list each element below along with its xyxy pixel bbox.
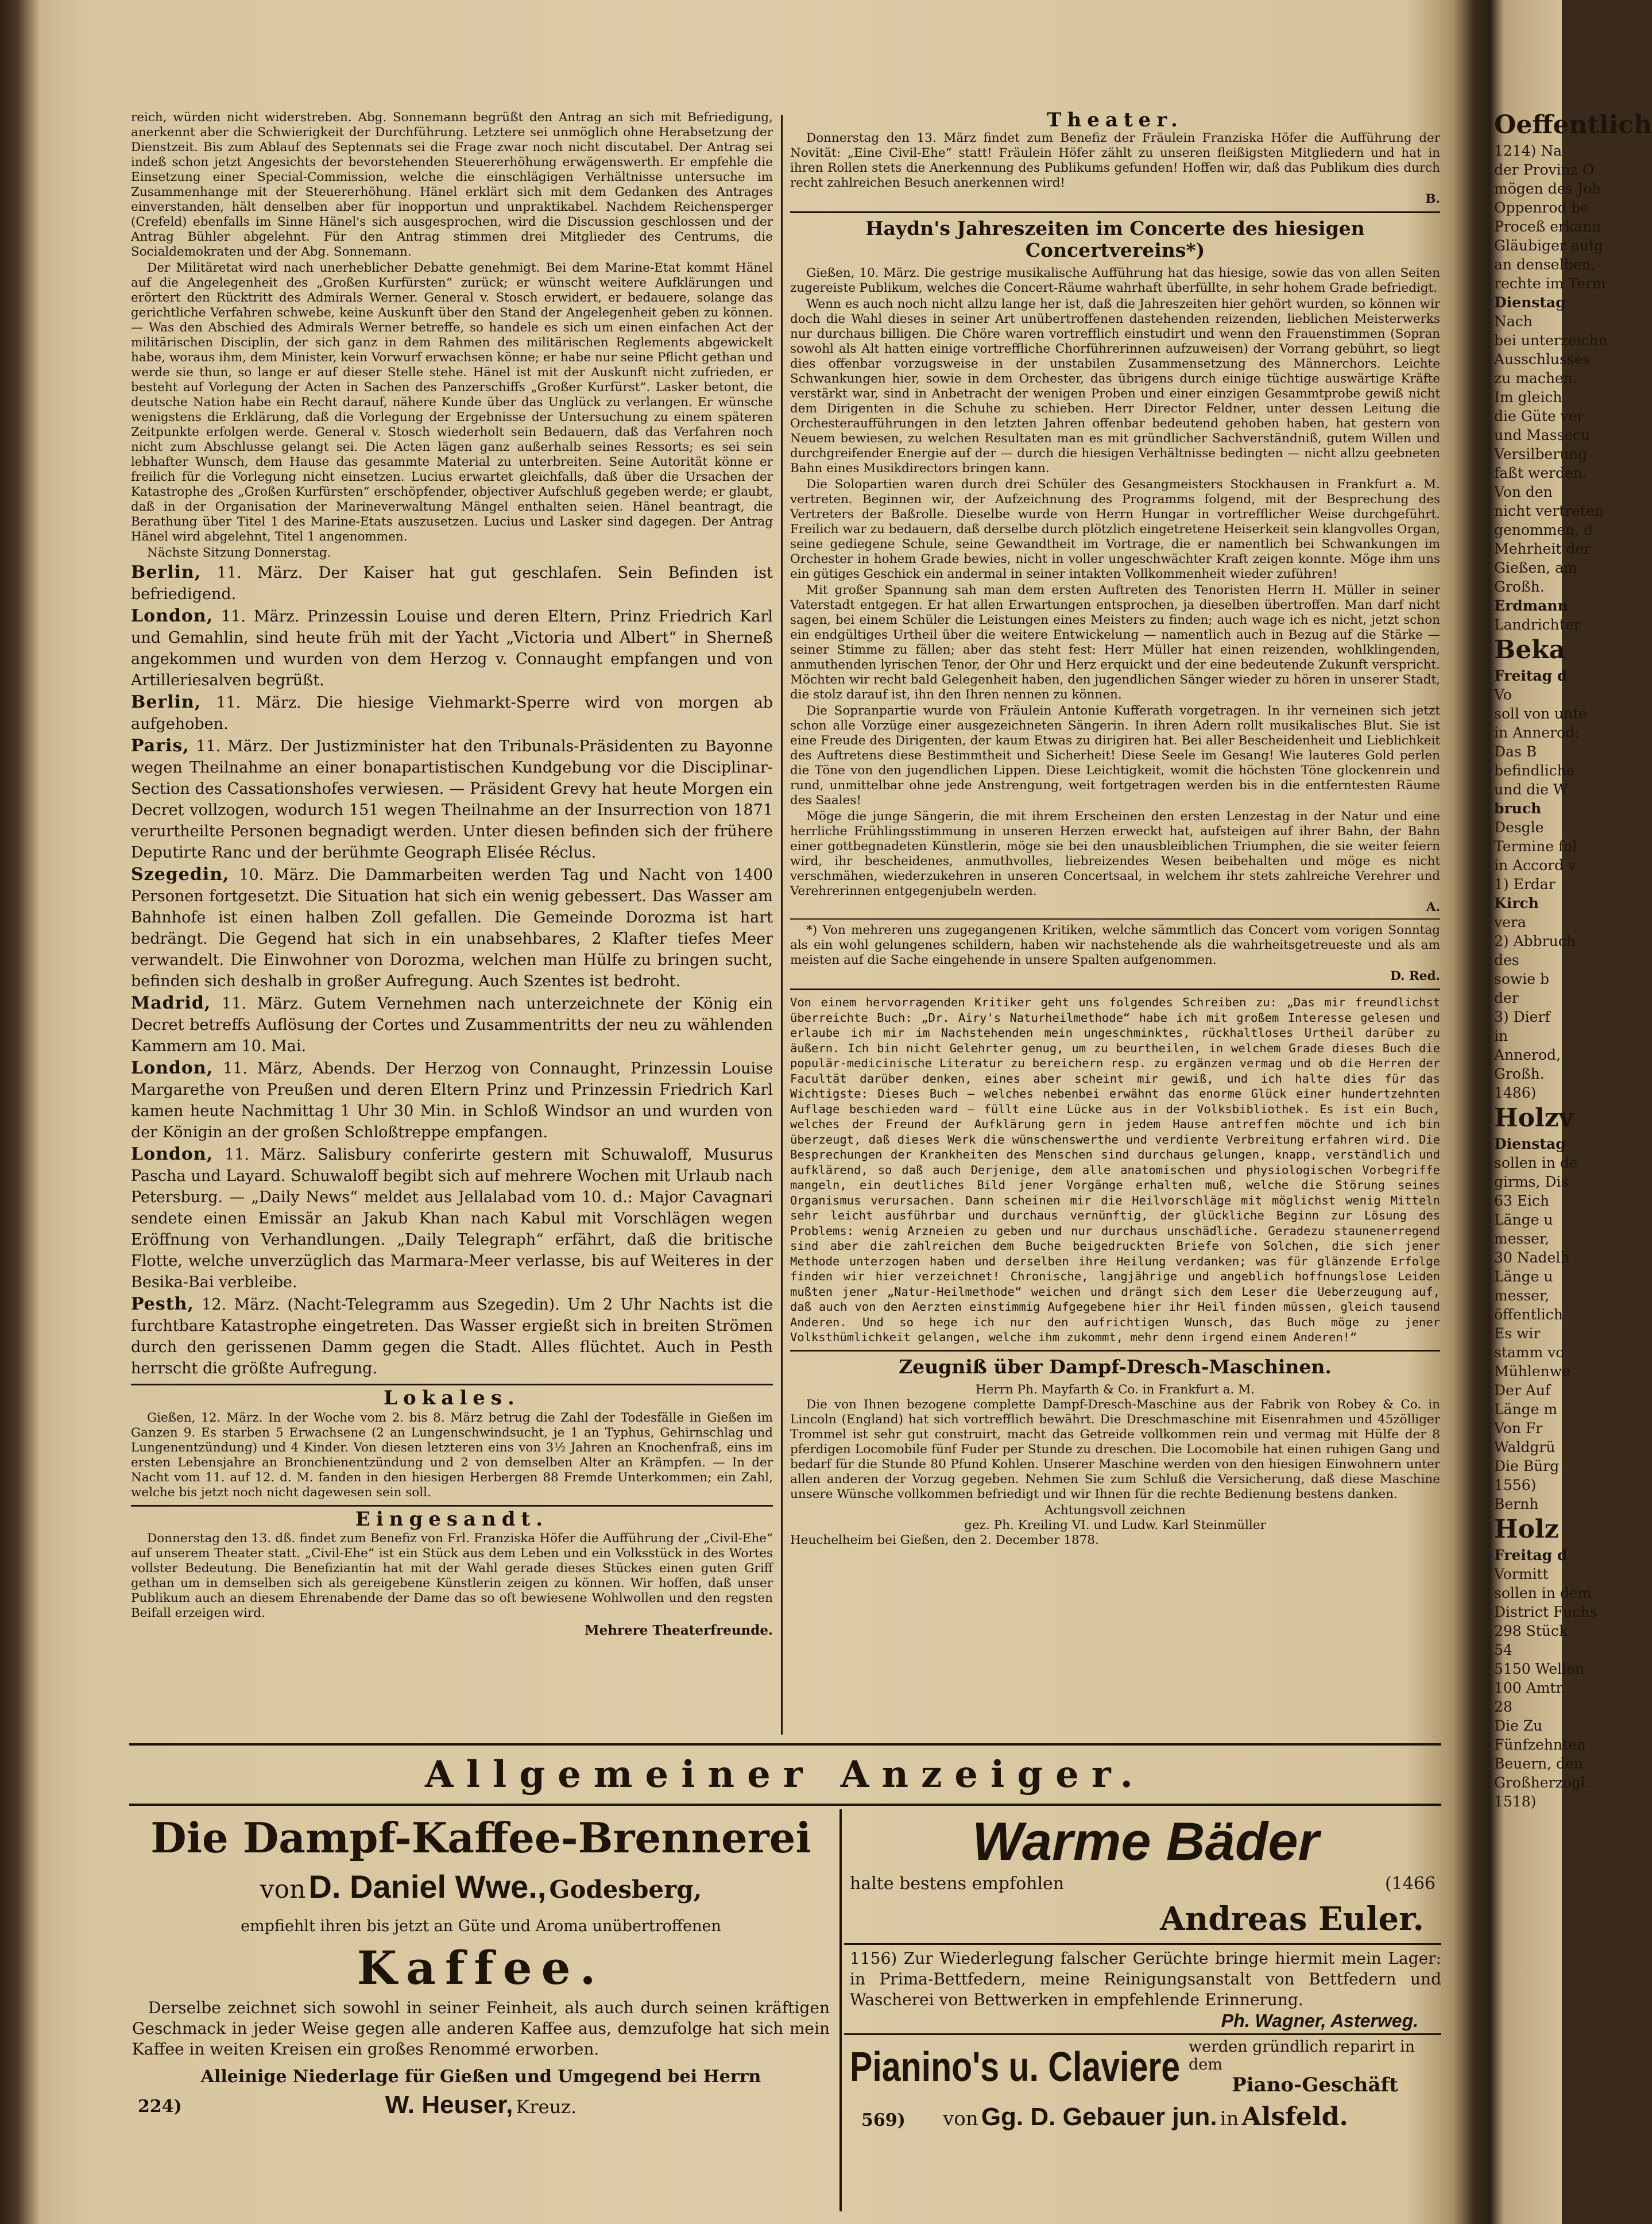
telegram-dateline: London,	[131, 1058, 214, 1078]
haydn-signature: A.	[1426, 900, 1440, 914]
edge-line: 1214) Na	[1494, 142, 1562, 159]
pianino-side2: Piano-Geschäft	[1232, 2074, 1398, 2096]
edge-line: 3) Dierf	[1494, 1009, 1550, 1025]
telegram-item	[131, 1294, 773, 1379]
theater-signature: B.	[1425, 192, 1440, 206]
edge-line: vera	[1494, 914, 1526, 930]
edge-line: Desgle	[1494, 819, 1544, 836]
reichstag-paragraph: reich, würden nicht widerstreben. Abg. Sonnemann begrüßt den Antrag an sich mit Befriedigung, anerkennt aber die Schwierigkeit der Durchführung. Letztere sei unmöglich ohne Herabsetzung der Dienstzeit. Bis zum Ablauf des Septennats sei die Frage zwar noch nicht discutabel. Der Antrag sei indeß schon jetzt Angesichts der bevorstehenden Steuererhöhung erwägenswerth. Er empfehle die Einsetzung einer Special-Commission, welche die einschlägigen Verhältnisse untersuche im Zusammenhange mit der Steuererhöhung. Hänel erklärt sich mit dem Gedanken des Antrages einverstanden, hält denselben aber für inopportun und unpraktikabel. Nachdem Reichensperger (Crefeld) ebenfalls im Sinne Hänel's sich ausgesprochen, wird die Discussion geschlossen und der Antrag Bühler abgelehnt. Für den Antrag stimmen drei Mitglieder des Centrums, die Socialdemokraten und der Abg. Sonnemann.	[131, 110, 773, 259]
edge-line: Vo	[1494, 686, 1512, 703]
edge-line: bruch	[1494, 800, 1542, 817]
telegram-dateline: Paris,	[131, 736, 189, 756]
edge-line: Termine fol	[1494, 838, 1577, 855]
edge-line: 63 Eich	[1494, 1192, 1550, 1209]
divider	[844, 2033, 1441, 2035]
edge-line: Mühlenwe	[1494, 1363, 1570, 1380]
theater-text: Donnerstag den 13. März findet zum Benefiz der Fräulein Franziska Höfer die Aufführung der Novität: „Eine Civil-Ehe“ statt! Fräulein Höfer zählt zu unseren fleißigsten Mitgliedern und hat in ihren Rollen stets die Anerkennung des Publikums gefunden! Hoffen wir, daß das Publikum dies durch recht zahlreichen Besuch anerkennen wird!	[790, 131, 1440, 190]
edge-line: genommen, d	[1494, 522, 1593, 538]
edge-line: Länge u	[1494, 1268, 1553, 1285]
divider	[844, 1943, 1441, 1945]
edge-line: Die Bürg	[1494, 1458, 1560, 1474]
pianino-von: von	[943, 2107, 978, 2130]
anzeiger-rule-top	[129, 1743, 1441, 1746]
edge-line: Großh.	[1494, 1065, 1545, 1082]
footnote-signature: D. Red.	[1390, 969, 1440, 983]
kaffee-number: 224)	[138, 2096, 182, 2117]
telegram-item	[131, 692, 773, 735]
edge-line: Die Zu	[1494, 1717, 1543, 1734]
wagner-text: 1156) Zur Wiederlegung falscher Gerüchte bringe hiermit mein Lager: in Prima-Bettfedern, meine Reinigungsanstalt von Bettfedern und Wascherei von Bettwerken in empfehlende Erinnerung.	[850, 1949, 1441, 2009]
next-session: Nächste Sitzung Donnerstag.	[147, 546, 331, 560]
telegram-item	[131, 993, 773, 1057]
edge-line: Dienstag	[1494, 294, 1566, 311]
edge-line: der Provinz O	[1494, 161, 1595, 178]
baeder-name: Andreas Euler.	[1160, 1900, 1424, 1938]
edge-line: Ausschlusses	[1494, 351, 1591, 368]
pianino-firm: Gg. D. Gebauer jun.	[981, 2103, 1217, 2131]
footnote: *) Von mehreren uns zugegangenen Kritiken, welche sämmtlich das Concert vom vorigen Sonntag als ein wohl gelungenes schildern, haben wir nachstehende als die wahrheitsgetreueste und als am meisten auf die Sache eingehende in unsere Spalten aufgenommen.	[790, 923, 1440, 967]
theater-heading: Theater.	[1047, 109, 1183, 132]
edge-line: Proceß erkann	[1494, 218, 1601, 235]
edge-line: Mehrheit der	[1494, 540, 1591, 557]
anzeiger-column-rule	[839, 1809, 842, 2211]
divider	[790, 918, 1440, 920]
kaffee-title: Die Dampf-Kaffee-Brennerei	[150, 1813, 811, 1862]
haydn-review	[790, 266, 1440, 899]
telegram-text: 11. März. Die hiesige Viehmarkt-Sperre wird von morgen ab aufgehoben.	[131, 694, 773, 733]
telegram-dateline: Berlin,	[131, 562, 202, 582]
edge-line: Gießen, am	[1494, 559, 1577, 576]
edge-line: öffentlich	[1494, 1306, 1563, 1323]
baeder-ad	[850, 1809, 1441, 1939]
edge-line: Es wir	[1494, 1325, 1541, 1342]
edge-line: Bernh	[1494, 1496, 1539, 1512]
edge-line: sollen in de	[1494, 1155, 1578, 1171]
edge-line: nicht vertreten	[1494, 503, 1604, 519]
telegram-dateline: Szegedin,	[131, 864, 230, 885]
edge-line: 298 Stück	[1494, 1623, 1568, 1639]
edge-line: Erdmann	[1494, 597, 1568, 614]
pianino-town: Alsfeld.	[1241, 2102, 1348, 2132]
kaffee-ad	[132, 1809, 830, 2125]
telegram-text: 11. März, Abends. Der Herzog von Connaught, Prinzessin Louise Margarethe von Preußen und deren Eltern Prinz und Prinzessin Friedrich Karl kamen heute Nachmittag 1 Uhr 30 Min. in Schloß Windsor an und wurden von der Königin an der großen Schloßtreppe empfangen.	[131, 1060, 773, 1141]
telegram-text: 11. März. Gutem Vernehmen nach unterzeichnete der König ein Decret betreffs Auflösung der Cortes und Zusammentritts der neu zu wählenden Kammern am 10. Mai.	[131, 995, 773, 1055]
edge-line: Das B	[1494, 743, 1537, 760]
edge-line: Von Fr	[1494, 1420, 1543, 1437]
edge-line: und Massecu	[1494, 427, 1591, 443]
edge-line: Holz	[1494, 1515, 1559, 1544]
wagner-ad	[850, 1948, 1441, 2031]
edge-line: Länge m	[1494, 1401, 1558, 1418]
divider	[790, 211, 1440, 213]
edge-line: sollen in dem	[1494, 1585, 1592, 1601]
edge-line: Waldgrü	[1494, 1439, 1556, 1455]
edge-line: girms, Dis	[1494, 1173, 1569, 1190]
anzeiger-title: Allgemeiner Anzeiger.	[425, 1753, 1146, 1796]
edge-line: 28	[1494, 1698, 1512, 1715]
edge-line: Der Auf	[1494, 1382, 1551, 1399]
edge-line: Holzv	[1494, 1103, 1574, 1133]
edge-line: 30 Nadelh	[1494, 1249, 1570, 1266]
edge-line: in Annerod:	[1494, 724, 1580, 741]
kaffee-line3: empfiehlt ihren bis jetzt an Güte und Aroma unübertroffenen	[241, 1917, 721, 1935]
edge-line: 1486)	[1494, 1084, 1537, 1101]
haydn-paragraph: Die Sopranpartie wurde von Fräulein Antonie Kufferath vorgetragen. In ihr verneinen sich jetzt schon alle Vorzüge einer ausgezeichneten Sängerin. In ihren Adern rollt musikalisches Blut. Sie ist eine Freude des Dirigenten, der kaum Etwas zu dirigiren hat. Bei aller Bescheidenheit und Lieblichkeit des Auftretens diese Bestimmtheit und Sicherheit! Diese Seele im Gesang! Wie lauteres Gold perlen die Töne von den jugendlichen Lippen. Diese Leichtigkeit, womit die höchsten Töne glockenrein und rund, unmittelbar ohne jede Anstrengung, weit fortgetragen werden bis in die entferntesten Räume des Saales!	[790, 704, 1440, 808]
kaffee-street: Kreuz.	[516, 2096, 577, 2118]
eingesandt-signature: Mehrere Theaterfreunde.	[585, 1623, 773, 1638]
edge-line: Kirch	[1494, 895, 1539, 912]
telegram-dateline: London,	[131, 1144, 214, 1164]
pianino-number: 569)	[861, 2110, 906, 2130]
kaffee-von: von	[260, 1875, 306, 1904]
edge-line: messer,	[1494, 1230, 1550, 1247]
zeugniss-place: Heuchelheim bei Gießen, den 2. December 1878.	[790, 1532, 1099, 1547]
haydn-paragraph: Die Solopartien waren durch drei Schüler des Gesangmeisters Stockhausen in Frankfurt a. M. vertreten. Beginnen wir, der Aufzeichnung des Programms folgend, mit der Besprechung des Vertreters der Baßrolle. Dieselbe wurde von Herrn Hungar in vortrefflicher Weise durchgeführt. Freilich war zu bedauern, daß derselbe durch plötzlich eingetretene Heiserkeit sein klangvolles Organ, seine gediegene Schule, seine Gewandtheit im Vortrage, die er namentlich bei Schwankungen im Orchester in hohem Grade bewies, nicht in voller ungeschwächter Kraft zeigen konnte. Möge ihm uns ein gütiges Geschick ein andermal in seiner intakten Vollkommenheit wieder zuführen!	[790, 477, 1440, 581]
zeugniss-text: Die von Ihnen bezogene complette Dampf-Dresch-Maschine aus der Fabrik von Robey & Co. in Lincoln (England) hat sich vortrefflich bewährt. Die Dreschmaschine mit Eisenrahmen und 45zölliger Trommel ist sehr gut construirt, macht das Getreide vollkommen rein und vermag mit Hülfe der 8 pferdigen Locomobile fünf Fuder per Stunde zu dreschen. Die Locomobile hat einen ruhigen Gang und bedarf für die Stunde 80 Pfund Kohlen. Unserer Maschine werden von den hiesigen Einwohnern unter allen anderen der Vorzug gegeben. Nehmen Sie zum Schluß die Versicherung, daß diese Maschine unsere Wünsche vollkommen befriedigt und wir Ihnen für die rechte Bedienung bestens danken.	[790, 1397, 1440, 1501]
edge-line: Oeffentlich	[1494, 110, 1652, 140]
edge-line: Fünfzehnten	[1494, 1736, 1586, 1753]
zeugniss-signers: gez. Ph. Kreiling VI. und Ludw. Karl Steinmüller	[964, 1518, 1266, 1532]
edge-line: der	[1494, 990, 1519, 1006]
edge-line: die Güte ver	[1494, 408, 1584, 424]
haydn-heading: Haydn's Jahreszeiten im Concerte des hiesigen Concertvereins*)	[865, 217, 1365, 261]
edge-line: in Accord v	[1494, 857, 1577, 874]
telegram-item	[131, 605, 773, 691]
edge-line: 5150 Wellen	[1494, 1661, 1584, 1677]
telegram-text: 11. März. Salisbury conferirte gestern mit Schuwaloff, Musurus Pascha und Layard. Schuwaloff begibt sich auf mehrere Wochen mit Urlaub nach Petersburg. — „Daily News“ meldet aus Jellalabad vom 10. d.: Major Cavagnari sendete einen Emissär an Jakub Khan nach Kabul mit Vorschlägen wegen Eröffnung von Verhandlungen. „Daily Telegraph“ erfährt, daß die britische Flotte, welche unverzüglich das Marmara-Meer verlasse, bis auf Weiteres in der Besika-Bai verbleibe.	[131, 1146, 773, 1291]
marine-etat-paragraph: Der Militäretat wird nach unerheblicher Debatte genehmigt. Bei dem Marine-Etat kommt Hänel auf die Angelegenheit des „Großen Kurfürsten“ zurück; er wünscht weitere Aufklärungen und erörtert den Rücktritt des Admirals Werner. General v. Stosch erwidert, er bedauere, solange das gerichtliche Verfahren schwebe, keine Auskunft über den Stand der Angelegenheit geben zu können. — Was den Abschied des Admirals Werner betreffe, so handele es sich um einen einfachen Act der militärischen Disciplin, der sich ganz in dem Rahmen des militärischen Reglements abgewickelt habe, woraus ihm, dem Minister, kein Vorwurf erwachsen könne; er habe nur seine Pflicht gethan und werde sie thun, so lange er auf dieser Stelle stehe. Hänel ist mit der Auskunft nicht zufrieden, er besteht auf Vorlegung der Acten in Sachen des Panzerschiffs „Großer Kurfürst“. Lasker betont, die deutsche Nation habe ein Recht darauf, nähere Kunde über das Unglück zu verlangen. Er wünsche wenigstens die Erklärung, daß die Vorlegung der Ergebnisse der Untersuchung zu einem späteren Zeitpunkte erfolgen werde. General v. Stosch wiederholt sein Bedauern, daß das Verfahren noch nicht zum Abschlusse gelangt sei. Die Acten lägen ganz außerhalb seines Ressorts; es sei sein lebhafter Wunsch, dem Hause das gesammte Material zu unterbreiten. Seine Autorität könne er freilich für die Vorlegung nicht einsetzen. Lucius erwartet gleichfalls, daß über die Ursachen der Katastrophe des „Großen Kurfürsten“ erschöpfender, objectiver Aufschluß gegeben werde; er glaubt, daß in der Organisation der Marineverwaltung Mängel enthalten seien. Hänel beantragt, die Berathung über Titel 1 des Marine-Etats auszusetzen. Lucius und Lasker sind dagegen. Der Antrag Hänel wird abgelehnt, Titel 1 angenommen.	[131, 261, 773, 544]
haydn-paragraph: Wenn es auch noch nicht allzu lange her ist, daß die Jahreszeiten hier gehört wurden, so können wir doch die Wahl dieses in seiner Art unübertroffenen dastehenden reizenden, lieblichen Meisterwerks nur durchaus billigen. Die Chöre waren vortrefflich einstudirt und wenn den Frauenstimmen (Sopran sowohl als Alt hatten einige vortreffliche Chorführerinnen aufzuweisen) der Vorrang gebührt, so liegt dies offenbar vorzugsweise in der unstabilen Zusammensetzung des Männerchors. Leichte Schwankungen hier, sowie in dem Orchester, das übrigens durch einige tüchtige auswärtige Kräfte verstärkt war, sind in Anbetracht der wenigen Proben und einer einzigen Gesammtprobe gewiß nicht dem Dirigenten in die Schuhe zu schieben. Herr Director Feldner, unter dessen Leitung die Orchesteraufführungen in den letzten Jahren offenbar bedeutend gehoben haben, hat gestern von Neuem bewiesen, zu welchen Resultaten man es mit gründlicher Sachverständniß, gutem Willen und durchgreifender Energie auf der — durch die hiesigen Verhältnisse bedingten — nicht allzu geebneten Bahn eines Musikdirectors bringen kann.	[790, 297, 1440, 476]
edge-line: Von den	[1494, 484, 1553, 500]
telegram-item	[131, 864, 773, 992]
haydn-paragraph: Möge die junge Sängerin, die mit ihrem Erscheinen den ersten Lenzestag in der Natur und eine herrliche Frühlingsstimmung in unseren Herzen erweckt hat, aufsteigen auf ihrer Bahn, der Bahn einer gottbegnadeten Künstlerin, möge sie bei den unausbleiblichen Triumphen, die sie weiter feiern wird, ihr bescheidenes, anmuthvolles, liebreizendes Wesen beibehalten und möge es nicht verschmähen, wiederzukehren in unseren Concertsaal, in welchem ihr stets zahlreiche Verehrer und Verehrerinnen entgegenjubeln werden.	[790, 809, 1440, 898]
eingesandt-heading: Eingesandt.	[355, 1507, 549, 1531]
right-column	[790, 110, 1440, 1548]
edge-line: befindliche	[1494, 762, 1575, 779]
edge-line: messer,	[1494, 1287, 1550, 1304]
edge-line: faßt werden.	[1494, 465, 1587, 481]
pianino-side1: werden gründlich reparirt in dem	[1189, 2038, 1415, 2074]
kaffee-dealer: W. Heuser,	[385, 2091, 513, 2119]
pianino-title: Pianino's u. Claviere	[850, 2044, 1181, 2090]
lokales-text: Gießen, 12. März. In der Woche vom 2. bis 8. März betrug die Zahl der Todesfälle in Gießen im Ganzen 9. Es starben 5 Erwachsene (2 an Lungenschwindsucht, je 1 an Typhus, Gehirnschlag und Lungenentzündung) und 4 Kinder. Von diesen letzteren eins von 3½ Jahren an Knochenfraß, eins im ersten Lebensjahre an Bronchienentzündung und 2 von demselben Alter an Krämpfen. — In der Nacht vom 11. auf 12. d. M. fanden in den hiesigen Herbergen 88 Fremde Unterkommen; ein Zahl, welche bis jetzt noch nicht dagewesen sein soll.	[131, 1410, 773, 1500]
edge-line: stamm vo	[1494, 1344, 1565, 1361]
kaffee-town: Godesberg,	[549, 1875, 702, 1903]
edge-line: mögen des Joh	[1494, 180, 1601, 197]
haydn-paragraph: Mit großer Spannung sah man dem ersten Auftreten des Tenoristen Herrn H. Müller in seiner Vaterstadt entgegen. Er hat allen Erwartungen entsprochen, ja dieselben übertroffen. Man darf nicht sagen, bei einem Schüler die Leistungen eines Meisters zu finden; auch wage ich es nicht, jetzt schon ein endgültiges Urtheil über die weitere Entwickelung — namentlich auch in Bezug auf die Stärke — seiner Stimme zu fällen; aber das steht fest: Herr Müller hat einen reizenden, wohlklingenden, anmuthenden lyrischen Tenor, der Ohr und Herz erquickt und der eine bedeutende Zukunft verspricht. Möchten wir recht bald Gelegenheit haben, den jugendlichen Sänger wieder zu hören in unserer Stadt, die stolz darauf ist, ihn den Ihren nennen zu können.	[790, 583, 1440, 702]
divider	[131, 1384, 773, 1385]
telegram-item	[131, 562, 773, 605]
telegram-list	[131, 562, 773, 1379]
edge-line: District Fuchs	[1494, 1604, 1597, 1620]
baeder-title: Warme Bäder	[972, 1811, 1320, 1871]
edge-line: Gläubiger aufg	[1494, 237, 1603, 254]
telegram-item	[131, 1057, 773, 1143]
telegram-dateline: Berlin,	[131, 692, 202, 712]
edge-line: Beuern, den	[1494, 1755, 1583, 1772]
lokales-heading: Lokales.	[384, 1387, 520, 1410]
edge-line: Landrichter	[1494, 616, 1581, 633]
telegram-item	[131, 1144, 773, 1293]
divider	[790, 1350, 1440, 1352]
pianino-ad	[850, 2038, 1441, 2148]
edge-line: 100 Amtr.	[1494, 1679, 1566, 1696]
edge-line: 2) Abbruch	[1494, 933, 1576, 949]
kaffee-firm: D. Daniel Wwe.,	[308, 1868, 547, 1905]
telegram-dateline: London,	[131, 606, 214, 626]
wagner-signature: Ph. Wagner, Asterweg.	[1221, 2010, 1418, 2031]
edge-line: Freitag d	[1494, 1547, 1568, 1563]
edge-line: und die W	[1494, 781, 1568, 798]
edge-line: 1556)	[1494, 1477, 1537, 1493]
edge-line: rechte im Term	[1494, 275, 1606, 292]
kaffee-description: Derselbe zeichnet sich sowohl in seiner Feinheit, als auch durch seinen kräftigen Geschmack in jeder Weise gegen alle anderen Kaffee aus, demzufolge hat sich mein Kaffee in weiten Kreisen ein großes Renommé erworben.	[132, 1998, 830, 2059]
column-rule	[781, 115, 783, 1735]
edge-line: zu machen.	[1494, 370, 1577, 387]
edge-line: Länge u	[1494, 1211, 1553, 1228]
telegram-text: 12. März. (Nacht-Telegramm aus Szegedin). Um 2 Uhr Nachts ist die furchtbare Katastrophe eingetreten. Das Wasser ergießt sich in breiten Strömen durch den gerissenen Damm gegen die Stadt. Alles flüchtet. Auch in Pesth herrscht die größte Aufregung.	[131, 1296, 773, 1377]
edge-line: Vormitt	[1494, 1566, 1549, 1582]
zeugniss-closing: Achtungsvoll zeichnen	[1044, 1503, 1186, 1518]
edge-line: 1518)	[1494, 1793, 1537, 1810]
edge-line: Großh.	[1494, 578, 1545, 595]
baeder-line: halte bestens empfohlen	[850, 1874, 1065, 1894]
edge-line: Versilberung	[1494, 446, 1588, 462]
kaffee-word: Kaffee.	[357, 1941, 605, 1995]
divider	[131, 1505, 773, 1507]
left-column	[131, 110, 773, 1639]
edge-line: Annerod,	[1494, 1047, 1561, 1063]
baeder-number: (1466	[1384, 1874, 1436, 1894]
edge-line: 54	[1494, 1642, 1512, 1658]
edge-line: Dienstag	[1494, 1136, 1566, 1152]
edge-line: Beka	[1494, 635, 1566, 665]
telegram-dateline: Madrid,	[131, 993, 211, 1013]
airy-letter: Von einem hervorragenden Kritiker geht uns folgendes Schreiben zu: „Das mir freundlichst überreichte Buch: „Dr. Airy's Naturheilmethode“ habe ich mit großem Interesse gelesen und erlaube ich mir im Nachstehenden mein ungeschminktes, rückhaltloses Urtheil darüber zu äußern. Ich bin nicht Gelehrter genug, um zu beurtheilen, in welchem Grade dieses Buch die populär-medicinische Literatur zu bereichern resp. zu ergänzen vermag und ob die Herren der Facultät darüber denken, eines aber scheint mir gewiß, und ich halte dies für das Wichtigste: Dieses Buch — welches nebenbei erwähnt das enorme Glück einer hundertzehnten Auflage beschieden ward — füllt eine Lücke aus in der Volksbibliothek. Es ist ein Buch, welches der Freund der Aufklärung gern in jedem Hause antreffen möchte und ich bin überzeugt, daß dieses Werk die wünschenswerthe und verdiente Verbreitung erfahren wird. Die Besprechungen der Krankheiten des Menschen sind durchaus gelungen, knapp, verständlich und aufklärend, so daß auch Derjenige, dem alle anatomischen und physiologischen Vorbegriffe mangeln, ein deutliches Bild jener Vorgänge erhalten muß, welche die Störung seines Organismus verursachen. Dann scheinen mir die Heilvorschläge mit möglichst wenig Mitteln sehr leicht ausführbar und durchaus vernünftig, der glückliche Beginn zur Lösung des Problems: wenig Arzneien zu geben und nur durchaus unschädliche. Geradezu staunenerregend sind aber die zahlreichen dem Buche beigedruckten Briefe von Solchen, die sich jener Methode unterzogen haben und derselben ihre Heilung verdanken; was für glänzende Erfolge finden wir hier verzeichnet! Chronische, langjährige und angeblich hoffnungslose Leiden mußten jener „Natur-Heilmethode“ weichen und drängt sich dem Leser die Ueberzeugung auf, daß auch von den Aerzten einstimmig Aufgegebene hier ihr Heil finden müssen, gleich tausend Anderen. Und so hege ich nur den aufrichtigen Wunsch, das Buch möge zu jener Volksthümlichkeit gelangen, welche ihm zukommt, mehr denn irgend einem Anderen!“	[790, 995, 1440, 1344]
pianino-in: in	[1220, 2107, 1239, 2130]
telegram-text: 11. März. Prinzessin Louise und deren Eltern, Prinz Friedrich Karl und Gemahlin, sind heute früh mit der Yacht „Victoria und Albert“ in Sherneß angekommen und wurden von dem Herzog v. Connaught empfangen und von Artilleriesalven begrüßt.	[131, 608, 773, 689]
telegram-text: 11. März. Der Kaiser hat gut geschlafen. Sein Befinden ist befriedigend.	[131, 564, 773, 603]
eingesandt-text: Donnerstag den 13. dß. findet zum Benefiz von Frl. Franziska Höfer die Aufführung der „Civil-Ehe“ auf unserem Theater statt. „Civil-Ehe“ ist ein Stück aus dem Leben und ein Volksstück in des Wortes vollster Bedeutung. Die Benefiziantin hat mit der Wahl gerade dieses Stückes einen guten Griff gethan um in demselben sich als gereigebene Künstlerin zeigen zu können. Wir hoffen, daß unser Publikum auch an diesem Ehrenabende der Dame das so oft bewiesene Wohlwollen und den regsten Beifall erzeigen wird.	[131, 1531, 773, 1620]
edge-line: Nach	[1494, 313, 1533, 330]
edge-line: Oppenrod be	[1494, 199, 1589, 216]
edge-line: des	[1494, 952, 1519, 968]
kaffee-depot: Alleinige Niederlage für Gießen und Umgegend bei Herrn	[200, 2067, 761, 2087]
edge-line: Im gleich	[1494, 389, 1562, 406]
edge-line: Freitag d	[1494, 667, 1568, 684]
next-page-edge	[1494, 109, 1652, 1811]
zeugniss-addressee: Herrn Ph. Mayfarth & Co. in Frankfurt a. M.	[975, 1382, 1255, 1397]
telegram-text: 11. März. Der Justizminister hat den Tribunals-Präsidenten zu Bayonne wegen Theilnahme an einer bonapartistischen Kundgebung vor die Disciplinar-Section des Cassationshofes verwiesen. — Präsident Grevy hat heute Morgen ein Decret vollzogen, wodurch 151 wegen Theilnahme an der Insurrection von 1871 verurtheilte Personen begnadigt werden. Unter diesen befinden sich der frühere Deputirte Ranc und der berühmte Geograph Elisée Réclus.	[131, 738, 773, 862]
anzeiger-rule-bottom	[129, 1804, 1441, 1806]
edge-line: 1) Erdar	[1494, 876, 1556, 893]
edge-line: bei unterzeichn	[1494, 332, 1608, 349]
divider	[790, 989, 1440, 990]
edge-line: Großherzogl.	[1494, 1774, 1590, 1791]
edge-line: sowie b	[1494, 971, 1550, 987]
telegram-dateline: Pesth,	[131, 1294, 194, 1314]
haydn-paragraph: Gießen, 10. März. Die gestrige musikalische Aufführung hat das hiesige, sowie das von allen Seiten zugereiste Publikum, welches die Concert-Räume wahrhaft überfüllte, in sehr hohem Grade befriedigt.	[790, 266, 1440, 295]
telegram-item	[131, 735, 773, 863]
zeugniss-heading: Zeugniß über Dampf-Dresch-Maschinen.	[899, 1355, 1332, 1378]
edge-line: in	[1494, 1028, 1508, 1044]
edge-line: an denselben,	[1494, 256, 1596, 273]
edge-line: soll von unte	[1494, 705, 1588, 722]
telegram-text: 10. März. Die Dammarbeiten werden Tag und Nacht von 1400 Personen fortgesetzt. Die Situation hat sich ein wenig gebessert. Das Wasser am Bahnhofe ist einen halben Zoll gefallen. Die Gemeinde Dorozma ist hart bedrängt. Die Gegend hat sich in ein unabsehbares, 2 Klafter tiefes Meer verwandelt. Die Einwohner von Dorozma, welchen man Hülfe zu bringen sucht, befinden sich deshalb in großer Aufregung. Auch Szentes ist bedroht.	[131, 866, 773, 990]
